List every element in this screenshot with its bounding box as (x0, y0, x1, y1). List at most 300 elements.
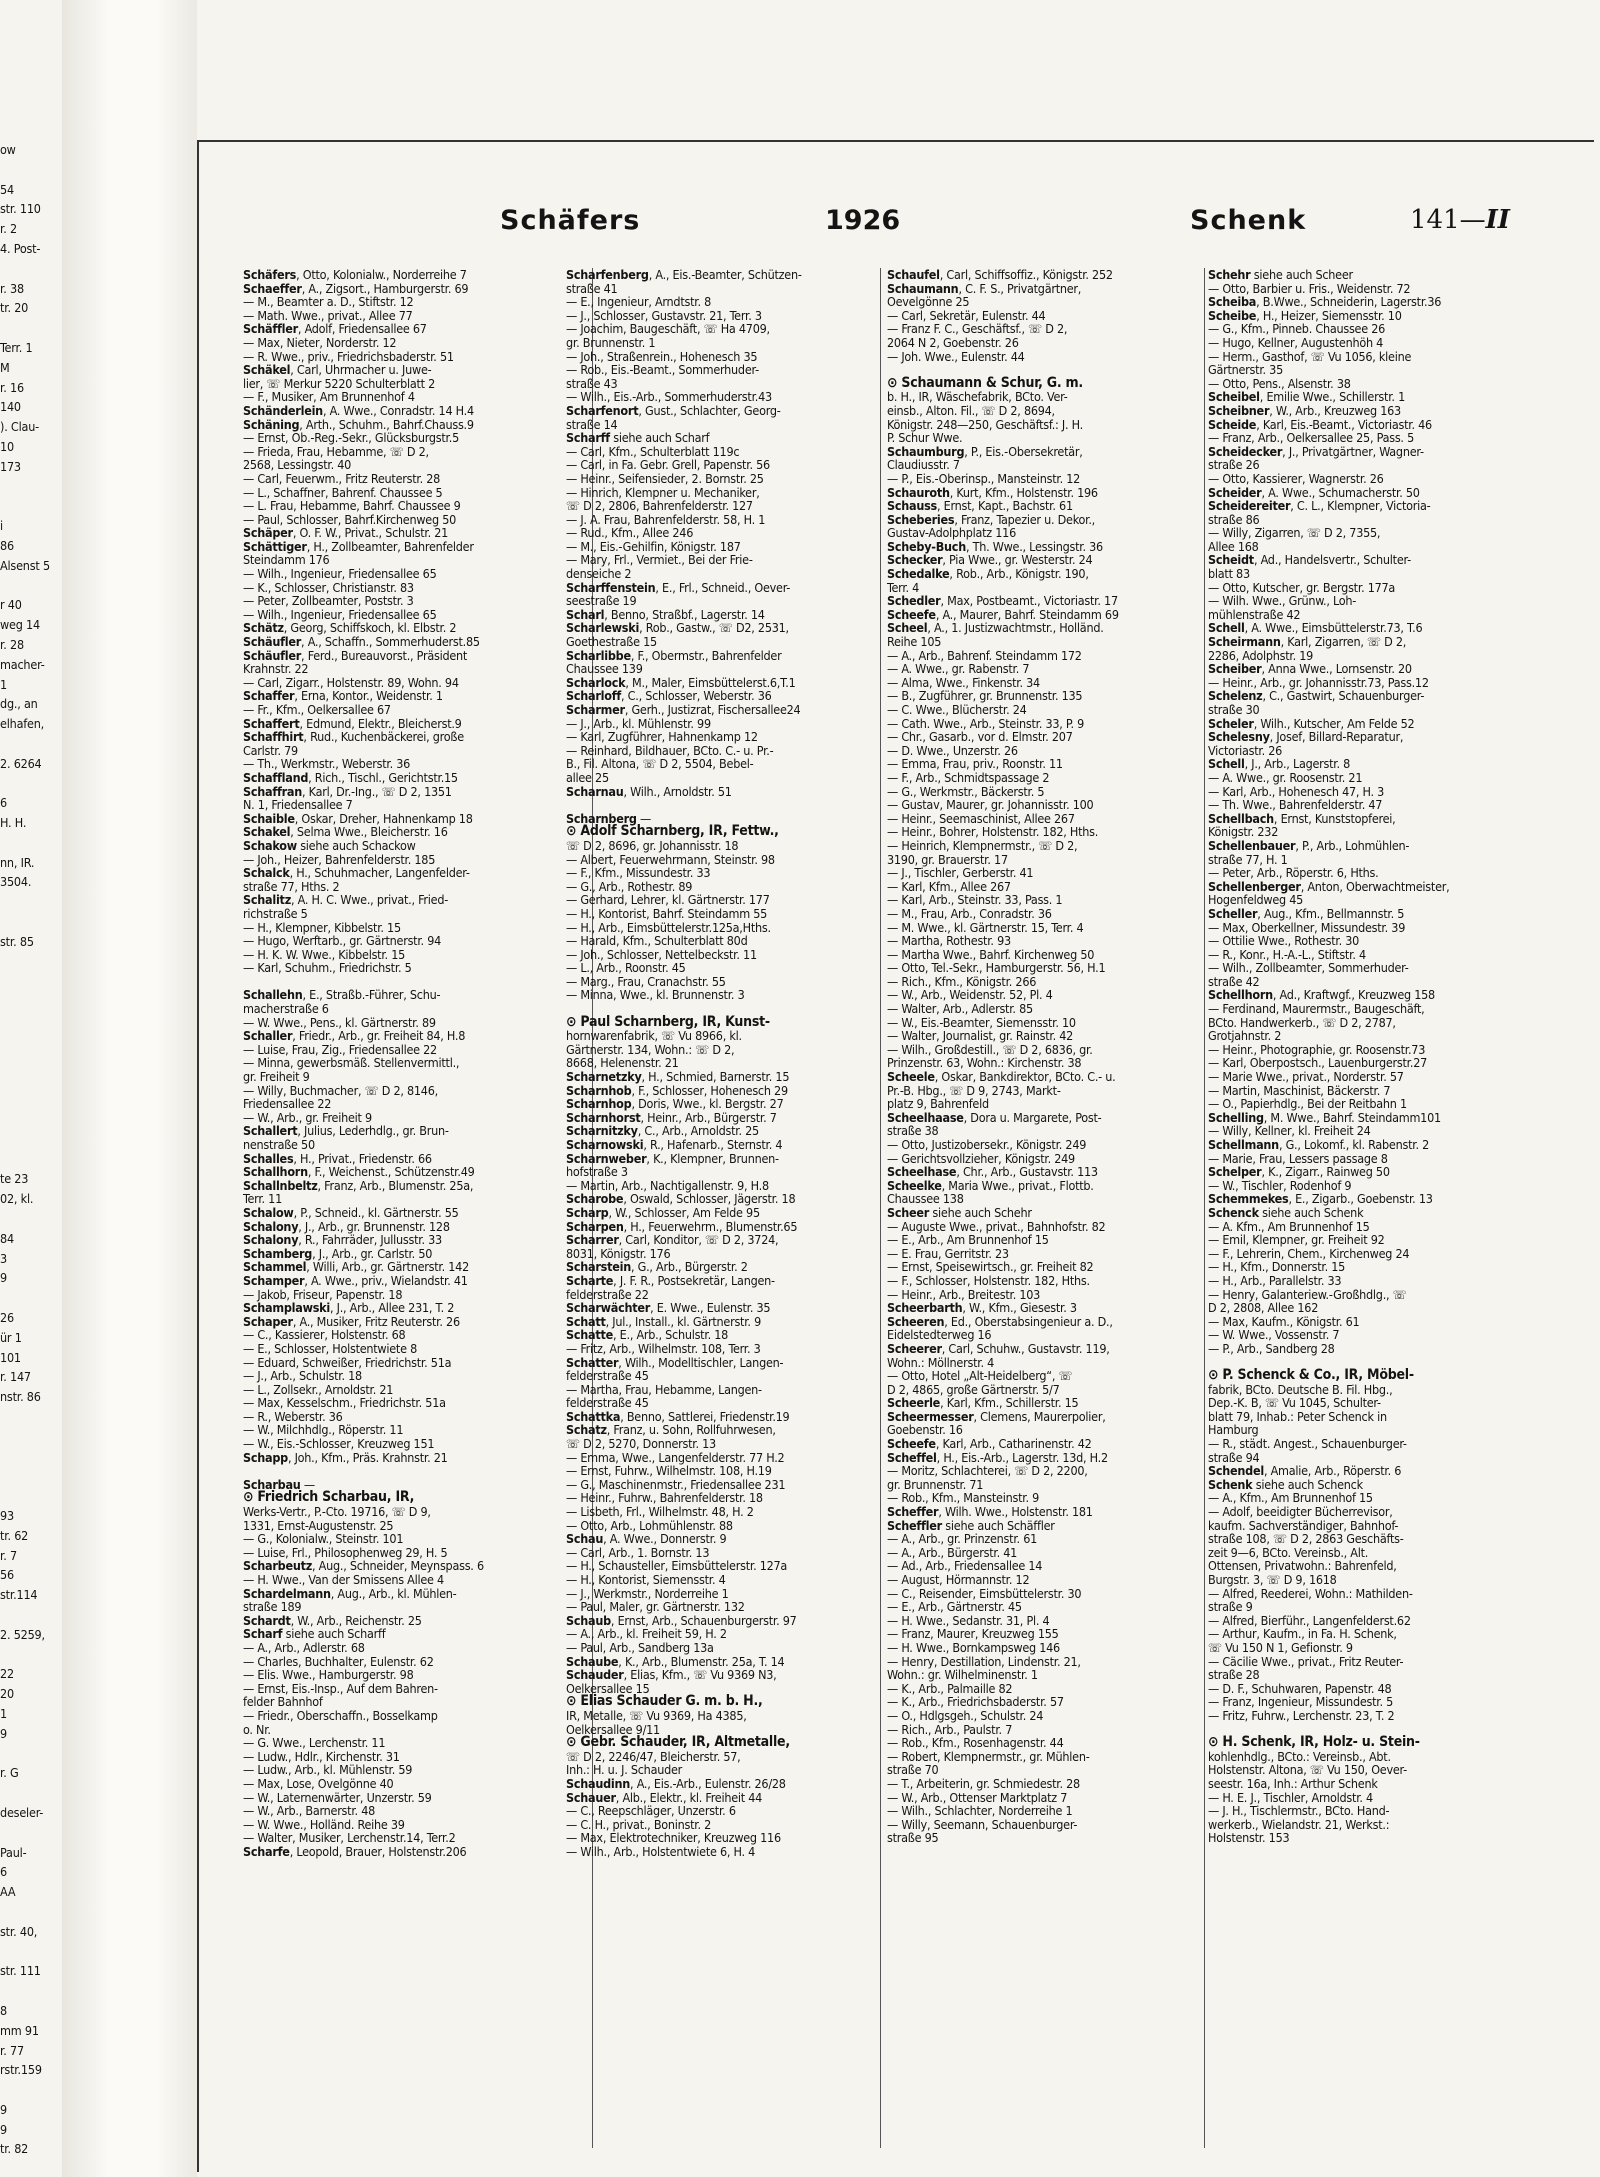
directory-entry: Scheby-Buch, Th. Wwe., Lessingstr. 36 (887, 538, 1103, 554)
directory-entry: — Karl, Schuhm., Friedrichstr. 5 (243, 960, 412, 976)
directory-entry: — Heinr., Photographie, gr. Roosenstr.73 (1208, 1041, 1426, 1057)
directory-entry: — J., Tischler, Gerberstr. 41 (887, 865, 1034, 881)
directory-entry: B., Fil. Altona, ☏ D 2, 5504, Bebel- (566, 756, 754, 772)
directory-entry: — H. K. W. Wwe., Kibbelstr. 15 (243, 946, 406, 962)
directory-entry: ☏ D 2, 2806, Bahrenfelderstr. 127 (566, 498, 753, 514)
directory-entry: — Emma, Wwe., Langenfelderstr. 77 H.2 (566, 1449, 785, 1465)
directory-entry: ⊙ Friedrich Scharbau, IR, (243, 1489, 415, 1506)
directory-entry: Scharf siehe auch Scharff (243, 1626, 386, 1642)
directory-entry: Königstr. 248—250, Geschäftsf.: J. H. (887, 416, 1083, 432)
directory-entry: Carlstr. 79 (243, 742, 298, 758)
directory-entry: — Minna, Wwe., kl. Brunnenstr. 3 (566, 987, 745, 1003)
directory-entry: Scheler, Wilh., Kutscher, Am Felde 52 (1208, 715, 1415, 731)
previous-page-line (0, 991, 62, 1011)
directory-entry: Scheidecker, J., Privatgärtner, Wagner- (1208, 443, 1424, 459)
header-left-keyword: Schäfers (500, 205, 641, 236)
directory-entry: straße 38 (887, 1123, 939, 1139)
previous-page-line: AA (0, 1884, 16, 1900)
directory-entry: — R. Wwe., priv., Friedrichsbaderstr. 51 (243, 348, 454, 364)
directory-entry: — H., Arb., Eimsbüttelerstr.125a,Hths. (566, 919, 771, 935)
directory-entry: — Eduard, Schweißer, Friedrichstr. 51a (243, 1354, 452, 1370)
directory-entry: Königstr. 232 (1208, 824, 1279, 840)
directory-entry: Scharrer, Carl, Konditor, ☏ D 2, 3724, (566, 1232, 779, 1248)
directory-entry: Schehr siehe auch Scheer (1208, 267, 1353, 282)
directory-entry: blatt 83 (1208, 566, 1250, 582)
previous-page-line (0, 1783, 62, 1803)
directory-entry: — Martin, Arb., Nachtigallenstr. 9, H.8 (566, 1177, 769, 1193)
directory-entry: — Max, Kaufm., Königstr. 61 (1208, 1313, 1360, 1329)
directory-entry: — M., Beamter a. D., Stiftstr. 12 (243, 294, 414, 310)
directory-entry: — Willy, Kellner, kl. Freiheit 24 (1208, 1123, 1371, 1139)
previous-page-line: r. 28 (0, 636, 24, 652)
directory-entry: ⊙ Adolf Scharnberg, IR, Fettw., (566, 823, 779, 840)
directory-entry: — L., Zollsekr., Arnoldstr. 21 (243, 1381, 394, 1397)
directory-entry: — K., Arb., Palmaille 82 (887, 1680, 1013, 1696)
previous-page-line: ow (0, 142, 16, 157)
directory-entry: Schatter, Wilh., Modelltischler, Langen- (566, 1354, 784, 1370)
directory-entry: — H., Kontorist, Siemensstr. 4 (566, 1572, 726, 1587)
directory-entry: werkerb., Wielandstr. 21, Werkst.: (1208, 1816, 1390, 1832)
directory-entry: — M., Frau, Arb., Conradstr. 36 (887, 905, 1052, 921)
directory-entry: Grotjahnstr. 2 (1208, 1028, 1282, 1044)
directory-entry: straße 26 (1208, 457, 1260, 473)
directory-entry: straße 14 (566, 416, 618, 432)
directory-entry: — W., Arb., Barnerstr. 48 (243, 1803, 375, 1819)
directory-entry: Schättiger, H., Zollbeamter, Bahrenfelder (243, 538, 474, 554)
directory-entry: — Wilh., Schlachter, Norderreihe 1 (887, 1803, 1073, 1819)
directory-entry: — Alma, Wwe., Finkenstr. 34 (887, 674, 1040, 690)
previous-page-line: Terr. 1 (0, 339, 33, 355)
directory-entry: Scharff siehe auch Scharf (566, 430, 710, 446)
header-right-keyword: Schenk (1190, 205, 1307, 236)
previous-page-line: str. 85 (0, 933, 34, 949)
directory-entry: Scheidereiter, C. L., Klempner, Victoria- (1208, 498, 1431, 514)
directory-entry: Scharlock, M., Maler, Eimsbüttelerst.6,T.1 (566, 674, 796, 690)
previous-page-line (0, 576, 62, 596)
directory-entry: — A., Arb., gr. Prinzenstr. 61 (887, 1531, 1037, 1547)
directory-entry: — H. Wwe., Sedanstr. 31, Pl. 4 (887, 1612, 1050, 1628)
directory-entry: — C. H., privat., Boninstr. 2 (566, 1816, 712, 1832)
directory-entry: — F., Schlosser, Holstenstr. 182, Hths. (887, 1272, 1090, 1288)
directory-entry: N. 1, Friedensallee 7 (243, 797, 353, 813)
previous-page-line (0, 1130, 62, 1150)
directory-entry: Scharobe, Oswald, Schlosser, Jägerstr. 18 (566, 1191, 796, 1207)
directory-entry: — Max, Elektrotechniker, Kreuzweg 116 (566, 1830, 781, 1846)
directory-entry: gr. Brunnenstr. 1 (566, 334, 656, 350)
directory-entry: Scharfenberg, A., Eis.-Beamter, Schützen- (566, 267, 802, 282)
directory-entry: straße 28 (1208, 1667, 1260, 1683)
directory-entry: — C., Kassierer, Holstenstr. 68 (243, 1327, 406, 1343)
directory-entry: — Paul, Arb., Sandberg 13a (566, 1639, 714, 1655)
directory-entry: — Ernst, Ob.-Reg.-Sekr., Glücksburgstr.5 (243, 430, 459, 446)
directory-entry: straße 94 (1208, 1449, 1260, 1465)
previous-page-line (0, 160, 62, 180)
directory-entry: — Carl, Zigarr., Holstenstr. 89, Wohn. 94 (243, 674, 459, 690)
previous-page-line: 140 (0, 399, 21, 415)
previous-page-line: tr. 82 (0, 2141, 29, 2157)
directory-entry: — Martha, Rothestr. 93 (887, 933, 1011, 949)
previous-page-line: weg 14 (0, 617, 40, 633)
directory-entry: — A., Arb., Bahrenf. Steindamm 172 (887, 647, 1082, 663)
directory-entry: ☏ D 2, 2246/47, Bleicherstr. 57, (566, 1748, 741, 1764)
directory-entry: — Max, Oberkellner, Missundestr. 39 (1208, 919, 1406, 935)
directory-entry: — Rich., Kfm., Königstr. 266 (887, 973, 1037, 989)
previous-page-line: nstr. 86 (0, 1389, 41, 1405)
directory-entry: — J., Schlosser, Gustavstr. 21, Terr. 3 (566, 307, 762, 323)
previous-page-line: 2. 6264 (0, 755, 42, 771)
previous-page-line: nn, IR. (0, 854, 35, 870)
previous-page-line: 9 (0, 1725, 7, 1741)
directory-entry: — Martha Wwe., Bahrf. Kirchenweg 50 (887, 946, 1095, 962)
directory-entry: Pr.-B. Hbg., ☏ D 9, 2743, Markt- (887, 1082, 1061, 1098)
previous-page-line: 2. 5259, (0, 1626, 45, 1642)
directory-entry: — A., Arb., Adlerstr. 68 (243, 1639, 365, 1655)
directory-entry: Schaper, A., Musiker, Fritz Reuterstr. 26 (243, 1313, 460, 1329)
directory-entry: — Gerhard, Lehrer, kl. Gärtnerstr. 177 (566, 892, 770, 908)
directory-entry: — Arthur, Kaufm., in Fa. H. Schenk, (1208, 1626, 1397, 1642)
directory-entry: straße 41 (566, 280, 618, 296)
directory-entry: 8668, Helenenstr. 21 (566, 1055, 679, 1071)
directory-entry: gr. Freiheit 9 (243, 1069, 310, 1085)
previous-page-line: 4. Post- (0, 240, 41, 256)
page-number-arabic: 141— (1410, 205, 1486, 235)
directory-entry: — Ludw., Hdlr., Kirchenstr. 31 (243, 1748, 400, 1764)
directory-entry: Schakel, Selma Wwe., Bleicherstr. 16 (243, 824, 448, 840)
directory-entry: Scheffel, H., Eis.-Arb., Lagerstr. 13d, H.2 (887, 1449, 1108, 1465)
directory-entry: Schäufler, A., Schaffn., Sommerhuderst.85 (243, 634, 480, 650)
previous-page-line: 173 (0, 458, 21, 474)
previous-page-line: 26 (0, 1310, 14, 1326)
directory-entry: Schedler, Max, Postbeamt., Victoriastr. 17 (887, 593, 1118, 609)
header-year: 1926 (825, 205, 901, 236)
directory-entry: — Rob., Kfm., Mansteinstr. 9 (887, 1490, 1039, 1506)
directory-entry: — W., Eis.-Beamter, Siemensstr. 10 (887, 1014, 1076, 1030)
directory-entry: Scharte, J. F. R., Postsekretär, Langen- (566, 1272, 775, 1288)
directory-entry: mühlenstraße 42 (1208, 606, 1301, 622)
directory-entry: — L., Schaffner, Bahrenf. Chaussee 5 (243, 484, 443, 500)
directory-entry: — Emil, Klempner, gr. Freiheit 92 (1208, 1232, 1385, 1248)
previous-page-line: 6 (0, 795, 7, 811)
directory-entry: — W., Laternenwärter, Unzerstr. 59 (243, 1789, 432, 1805)
directory-entry: Schäufler, Ferd., Bureauvorst., Präsident (243, 647, 468, 663)
directory-entry: — Cäcilie Wwe., privat., Fritz Reuter- (1208, 1653, 1404, 1669)
directory-entry: — Robert, Klempnermstr., gr. Mühlen- (887, 1748, 1090, 1764)
directory-entry: Dep.-K. B, ☏ Vu 1045, Schulter- (1208, 1395, 1381, 1411)
directory-entry: — Otto, Justizobersekr., Königstr. 249 (887, 1137, 1087, 1152)
directory-entry: — W., Milchhdlg., Röperstr. 11 (243, 1422, 404, 1438)
directory-entry: Scheefe, Karl, Arb., Catharinenstr. 42 (887, 1436, 1092, 1452)
directory-entry: Schauer, Alb., Elektr., kl. Freiheit 44 (566, 1789, 763, 1805)
directory-entry: — E. Frau, Gerritstr. 23 (887, 1245, 1009, 1261)
directory-entry: — W., Eis.-Schlosser, Kreuzweg 151 (243, 1436, 435, 1452)
directory-entry: — J., Werkmstr., Norderreihe 1 (566, 1585, 729, 1601)
directory-entry: — Karl, Oberpostsch., Lauenburgerstr.27 (1208, 1055, 1428, 1071)
previous-page-line (0, 1031, 62, 1051)
directory-entry: — Marie Wwe., privat., Norderstr. 57 (1208, 1069, 1404, 1085)
directory-entry: Schellbach, Ernst, Kunststopferei, (1208, 810, 1396, 826)
directory-entry: Schaffhirt, Rud., Kuchenbäckerei, große (243, 729, 464, 745)
directory-entry: Schalony, J., Arb., gr. Brunnenstr. 128 (243, 1218, 450, 1234)
directory-entry: — Alfred, Reederei, Wohn.: Mathilden- (1208, 1585, 1413, 1601)
page-gutter (62, 0, 197, 2177)
directory-entry: Scheiba, B.Wwe., Schneiderin, Lagerstr.36 (1208, 294, 1442, 310)
directory-entry: — P., Arb., Sandberg 28 (1208, 1340, 1335, 1356)
directory-entry: fabrik, BCto. Deutsche B. Fil. Hbg., (1208, 1381, 1393, 1397)
directory-entry: Scheel, A., 1. Justizwachtmstr., Holländ. (887, 620, 1104, 636)
directory-entry: BCto. Handwerkerb., ☏ D 2, 2787, (1208, 1014, 1396, 1030)
directory-entry: — Wilh., Zollbeamter, Sommerhuder- (1208, 960, 1409, 976)
directory-entry: Schaffland, Rich., Tischl., Gerichtstr.15 (243, 769, 458, 785)
directory-entry: Gustav-Adolphplatz 116 (887, 525, 1016, 541)
directory-entry: — Joachim, Baugeschäft, ☏ Ha 4709, (566, 321, 770, 337)
previous-page-line (0, 1209, 62, 1229)
previous-page-line: r. 38 (0, 280, 24, 296)
directory-entry: Schäning, Arth., Schuhm., Bahrf.Chauss.9 (243, 416, 474, 432)
directory-entry: Oelkersallee 9/11 (566, 1721, 660, 1737)
directory-entry: Schalles, H., Privat., Friedenstr. 66 (243, 1150, 432, 1166)
previous-page-line (0, 2080, 62, 2100)
directory-entry: Schamberg, J., Arb., gr. Carlstr. 50 (243, 1245, 433, 1261)
directory-entry: — Heinr., Bohrer, Holstenstr. 182, Hths. (887, 824, 1099, 840)
directory-entry: blatt 79, Inhab.: Peter Schenck in (1208, 1408, 1387, 1424)
directory-entry: — August, Hörmannstr. 12 (887, 1572, 1030, 1587)
directory-entry: Scheiber, Anna Wwe., Lornsenstr. 20 (1208, 661, 1412, 677)
directory-entry: Scharloff, C., Schlosser, Weberstr. 36 (566, 688, 772, 704)
directory-entry: Friedensallee 22 (243, 1096, 332, 1112)
directory-entry: Schallhorn, F., Weichenst., Schützenstr.49 (243, 1164, 475, 1180)
directory-entry: Schenk siehe auch Schenck (1208, 1476, 1363, 1492)
directory-entry: Schellmann, G., Lokomf., kl. Rabenstr. 2 (1208, 1137, 1430, 1152)
directory-entry: — Albert, Feuerwehrmann, Steinstr. 98 (566, 851, 775, 867)
previous-page-line: 3 (0, 1250, 7, 1266)
directory-entry: Schau, A. Wwe., Donnerstr. 9 (566, 1531, 727, 1547)
directory-entry: — Hugo, Kellner, Augustenhöh 4 (1208, 334, 1384, 350)
directory-entry: — A. Wwe., gr. Roosenstr. 21 (1208, 769, 1363, 785)
directory-entry: Schaufel, Carl, Schiffsoffiz., Königstr. 252 (887, 267, 1113, 282)
directory-entry: Hamburg (1208, 1422, 1259, 1438)
previous-page-line (0, 1011, 62, 1031)
directory-entry: Schelper, K., Zigarr., Rainweg 50 (1208, 1164, 1390, 1180)
previous-page-line: dg., an (0, 696, 38, 712)
directory-entry: — Otto, Kassierer, Wagnerstr. 26 (1208, 470, 1384, 486)
directory-entry: Chaussee 139 (566, 661, 643, 677)
directory-entry: Schauroth, Kurt, Kfm., Holstenstr. 196 (887, 484, 1098, 500)
previous-page-line: rstr.159 (0, 2062, 42, 2078)
directory-entry: Scharbau — (243, 1476, 315, 1492)
directory-entry: Schelenz, C., Gastwirt, Schauenburger- (1208, 688, 1425, 704)
directory-entry: Schellhorn, Ad., Kraftwgf., Kreuzweg 158 (1208, 987, 1435, 1003)
directory-entry: — D. F., Schuhwaren, Papenstr. 48 (1208, 1680, 1392, 1696)
directory-entry: Scheerbarth, W., Kfm., Giesestr. 3 (887, 1300, 1077, 1316)
directory-entry: — W., Arb., gr. Freiheit 9 (243, 1109, 372, 1125)
directory-entry: Schamplawski, J., Arb., Allee 231, T. 2 (243, 1300, 455, 1316)
directory-entry: Scharnau, Wilh., Arnoldstr. 51 (566, 783, 732, 799)
directory-entry: — Ferdinand, Maurermstr., Baugeschäft, (1208, 1001, 1425, 1017)
directory-entry: — Willy, Seemann, Schauenburger- (887, 1816, 1078, 1832)
previous-page-line: str. 40, (0, 1923, 38, 1939)
directory-entry: — P., Eis.-Oberinsp., Mansteinstr. 12 (887, 470, 1081, 486)
directory-entry: — L., Arb., Roonstr. 45 (566, 960, 686, 976)
directory-entry: ⊙ H. Schenk, IR, Holz- u. Stein- (1208, 1734, 1420, 1751)
directory-entry: Scharlibbe, F., Obermstr., Bahrenfelder (566, 647, 782, 663)
directory-entry: — Joh. Wwe., Eulenstr. 44 (887, 348, 1025, 364)
directory-entry: Victoriastr. 26 (1208, 742, 1283, 758)
directory-entry: 2568, Lessingstr. 40 (243, 457, 352, 473)
directory-entry: Scharnweber, K., Klempner, Brunnen- (566, 1150, 779, 1166)
directory-entry: — H., Klempner, Kibbelstr. 15 (243, 919, 401, 935)
directory-entry: — H., Arb., Parallelstr. 33 (1208, 1272, 1342, 1288)
directory-entry: Schattka, Benno, Sattlerei, Friedenstr.19 (566, 1408, 790, 1424)
directory-entry: — R., städt. Angest., Schauenburger- (1208, 1436, 1407, 1452)
directory-entry: felder Bahnhof (243, 1694, 323, 1710)
previous-page-line (0, 971, 62, 991)
previous-page-line (0, 477, 62, 497)
directory-entry: — Ernst, Eis.-Insp., Auf dem Bahren- (243, 1680, 438, 1696)
directory-entry: Schardt, W., Arb., Reichenstr. 25 (243, 1612, 422, 1628)
directory-entry: Steindamm 176 (243, 552, 330, 568)
directory-entry: Schalow, P., Schneid., kl. Gärtnerstr. 55 (243, 1204, 459, 1220)
directory-entry: — R., Weberstr. 36 (243, 1408, 343, 1424)
directory-entry: — G. Wwe., Lerchenstr. 11 (243, 1735, 386, 1751)
directory-entry: Scharnhob, F., Schlosser, Hohenesch 29 (566, 1082, 788, 1098)
directory-entry: Schenck siehe auch Schenk (1208, 1204, 1364, 1220)
directory-entry: straße 95 (887, 1830, 939, 1846)
directory-entry: ⊙ Elias Schauder G. m. b. H., (566, 1693, 763, 1710)
directory-entry: — Henry, Destillation, Lindenstr. 21, (887, 1653, 1081, 1669)
previous-page-line: 86 (0, 537, 14, 553)
previous-page-line (0, 1645, 62, 1665)
directory-entry: — Harald, Kfm., Schulterblatt 80d (566, 933, 748, 949)
directory-entry: Schalony, R., Fahrräder, Jullusstr. 33 (243, 1232, 442, 1248)
previous-page-line (0, 1902, 62, 1922)
previous-page-line (0, 1942, 62, 1962)
previous-page-line (0, 1466, 62, 1486)
previous-page-line: r. 2 (0, 221, 17, 237)
directory-entry: — Martin, Maschinist, Bäckerstr. 7 (1208, 1082, 1391, 1098)
directory-entry (243, 1464, 595, 1478)
previous-page-line: deseler- (0, 1804, 44, 1820)
directory-entry: — A., Arb., kl. Freiheit 59, H. 2 (566, 1626, 727, 1642)
directory-entry: 3190, gr. Brauerstr. 17 (887, 851, 1008, 867)
directory-entry: — E., Arb., Gärtnerstr. 45 (887, 1599, 1022, 1615)
directory-entry: Schaffert, Edmund, Elektr., Bleicherst.9 (243, 715, 462, 731)
directory-entry: — Adolf, beeidigter Bücherrevisor, (1208, 1504, 1393, 1520)
directory-entry: — Walter, Journalist, gr. Rainstr. 42 (887, 1028, 1074, 1044)
directory-column-4 (1208, 268, 1553, 2158)
directory-entry: Schaible, Oskar, Dreher, Hahnenkamp 18 (243, 810, 473, 826)
directory-entry: Scheelhaase, Dora u. Margarete, Post- (887, 1109, 1102, 1125)
directory-entry: Schäkel, Carl, Uhrmacher u. Juwe- (243, 362, 432, 378)
directory-entry: — Wilh., Arb., Holstentwiete 6, H. 4 (566, 1843, 756, 1859)
directory-entry: — Alfred, Bierführ., Langenfelderst.62 (1208, 1612, 1411, 1628)
directory-entry: seestraße 19 (566, 593, 637, 609)
directory-entry: — G., Werkmstr., Bäckerstr. 5 (887, 783, 1045, 799)
directory-entry: — W. Wwe., Pens., kl. Gärtnerstr. 89 (243, 1014, 436, 1030)
directory-entry: einsb., Alton. Fil., ☏ D 2, 8694, (887, 402, 1055, 418)
directory-entry: — Otto, Hotel „Alt-Heidelberg“, ☏ (887, 1368, 1073, 1384)
directory-entry: — W. Wwe., Vossenstr. 7 (1208, 1327, 1340, 1343)
directory-entry: — M., Eis.-Gehilfin, Königstr. 187 (566, 538, 741, 554)
previous-page-line: str. 110 (0, 201, 41, 217)
previous-page-line: 1 (0, 1705, 7, 1721)
directory-entry: — Mary, Frl., Vermiet., Bei der Frie- (566, 552, 753, 568)
previous-page-line (0, 496, 62, 516)
directory-entry: Allee 168 (1208, 538, 1259, 554)
previous-page-line (0, 1090, 62, 1110)
directory-entry: — Marg., Frau, Cranachstr. 55 (566, 973, 726, 989)
directory-entry: — Ad., Arb., Friedensallee 14 (887, 1558, 1043, 1574)
previous-page-line (0, 892, 62, 912)
directory-entry: kohlenhdlg., BCto.: Vereinsb., Abt. (1208, 1748, 1391, 1764)
directory-entry: — Peter, Arb., Röperstr. 6, Hths. (1208, 865, 1379, 881)
previous-page-line (0, 1407, 62, 1427)
directory-entry: — H. Wwe., Van der Smissens Allee 4 (243, 1572, 444, 1587)
directory-entry: Gärtnerstr. 134, Wohn.: ☏ D 2, (566, 1041, 735, 1057)
directory-entry: Schaller, Friedr., Arb., gr. Freiheit 84, H.8 (243, 1028, 466, 1044)
previous-page-line: macher- (0, 656, 45, 672)
directory-entry: — Wilh., Ingenieur, Friedensallee 65 (243, 606, 437, 622)
previous-page-line: 6 (0, 1864, 7, 1880)
directory-entry: 2064 N 2, Goebenstr. 26 (887, 334, 1019, 350)
directory-entry: — Henry, Galanteriew.-Großhdlg., ☏ (1208, 1286, 1407, 1302)
directory-entry: lier, ☏ Merkur 5220 Schulterblatt 2 (243, 375, 436, 391)
directory-entry: — Rob., Eis.-Beamt., Sommerhuder- (566, 362, 759, 378)
directory-entry: Scharbeutz, Aug., Schneider, Meynspass. 6 (243, 1558, 484, 1574)
previous-page-line: ). Clau- (0, 419, 39, 435)
directory-entry: — Frieda, Frau, Hebamme, ☏ D 2, (243, 443, 429, 459)
directory-entry: — Carl, Kfm., Schulterblatt 119c (566, 443, 740, 459)
previous-page-line: 20 (0, 1686, 14, 1702)
directory-entry: — Heinr., Fuhrw., Bahrenfelderstr. 18 (566, 1490, 763, 1506)
directory-entry: — G., Kolonialw., Steinstr. 101 (243, 1531, 404, 1547)
previous-page-line: r. G (0, 1765, 19, 1781)
directory-entry: — Franz, Maurer, Kreuzweg 155 (887, 1626, 1059, 1642)
directory-entry: felderstraße 22 (566, 1286, 649, 1302)
previous-page-line (0, 1070, 62, 1090)
directory-entry: Schalitz, A. H. C. Wwe., privat., Fried- (243, 892, 449, 908)
directory-entry: Schammel, Willi, Arb., gr. Gärtnerstr. 142 (243, 1259, 469, 1275)
directory-entry: — H. Wwe., Bornkampsweg 146 (887, 1639, 1060, 1655)
directory-entry: — W., Arb., Ottenser Marktplatz 7 (887, 1789, 1068, 1805)
running-header (200, 205, 1555, 253)
directory-entry: gr. Brunnenstr. 71 (887, 1476, 984, 1492)
previous-page-line (0, 774, 62, 794)
directory-entry: — Friedr., Oberschaffn., Bosselkamp (243, 1707, 438, 1723)
directory-entry: ⊙ Schaumann & Schur, G. m. (887, 374, 1083, 391)
directory-entry: — Max, Kesselschm., Friedrichstr. 51a (243, 1395, 446, 1411)
directory-entry: — H., Kontorist, Bahrf. Steindamm 55 (566, 905, 768, 921)
directory-entry: Krahnstr. 22 (243, 661, 309, 677)
directory-entry: — Rich., Arb., Paulstr. 7 (887, 1721, 1013, 1737)
directory-entry: Scheer siehe auch Schehr (887, 1204, 1032, 1220)
directory-entry: Gärtnerstr. 35 (1208, 362, 1283, 378)
directory-entry: Wohn.: Möllnerstr. 4 (887, 1354, 994, 1370)
directory-entry: Schätz, Georg, Schiffskoch, kl. Elbstr. 2 (243, 620, 457, 636)
previous-page-line: 1 (0, 676, 7, 692)
directory-entry: Scheirmann, Karl, Zigarren, ☏ D 2, (1208, 634, 1407, 650)
directory-entry: Terr. 11 (243, 1191, 282, 1207)
directory-entry: ⊙ Gebr. Schauder, IR, Altmetalle, (566, 1734, 790, 1751)
directory-entry: — Elis. Wwe., Hamburgerstr. 98 (243, 1667, 414, 1683)
directory-entry: Schamper, A. Wwe., priv., Wielandstr. 41 (243, 1272, 468, 1288)
directory-entry: Chaussee 138 (887, 1191, 964, 1207)
directory-entry: P. Schur Wwe. (887, 430, 963, 446)
directory-entry: straße 77, Hths. 2 (243, 878, 340, 894)
directory-entry: straße 70 (887, 1762, 939, 1778)
column-rule (880, 268, 881, 2148)
directory-entry: Schatte, E., Arb., Schulstr. 18 (566, 1327, 729, 1343)
directory-entry: Schedalke, Rob., Arb., Königstr. 190, (887, 566, 1089, 582)
